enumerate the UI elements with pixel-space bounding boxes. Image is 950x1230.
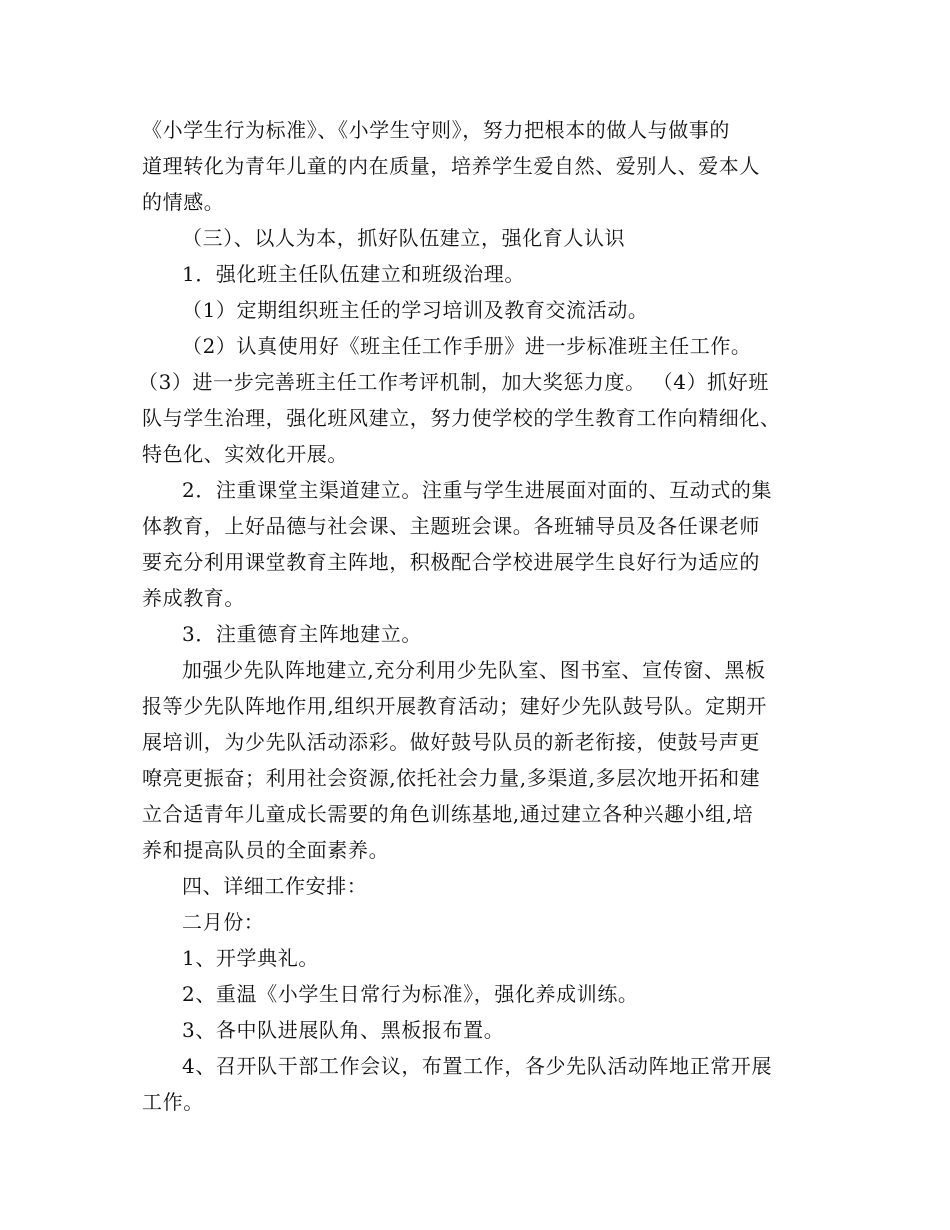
text-line: 的情感。 (142, 190, 225, 214)
list-item: 3、各中队进展队角、黑板报布置。 (182, 1018, 505, 1042)
section-heading: （三）、以人为本，抓好队伍建立，强化育人认识 (182, 226, 626, 250)
text-line: 特色化、实效化开展。 (142, 442, 348, 466)
text-line: 道理转化为青年儿童的内在质量，培养学生爱自然、爱别人、爱本人 (142, 154, 760, 178)
text-line: 1．强化班主任队伍建立和班级治理。 (182, 262, 525, 286)
section-heading: 四、详细工作安排： (182, 874, 368, 898)
text-line: （1）定期组织班主任的学习培训及教育交流活动。 (182, 298, 649, 322)
list-item: 1、开学典礼。 (182, 946, 319, 970)
text-line: 队与学生治理，强化班风建立，努力使学校的学生教育工作向精细化、 (142, 406, 781, 430)
text-line: 二月份： (182, 910, 265, 934)
list-item: 4、召开队干部工作会议，布置工作，各少先队活动阵地正常开展 (182, 1054, 773, 1078)
list-item: 2、重温《小学生日常行为标准》，强化养成训练。 (182, 982, 639, 1006)
text-line: 养成教育。 (142, 586, 245, 610)
text-line: 立合适青年儿童成长需要的角色训练基地,通过建立各种兴趣小组,培 (142, 802, 754, 826)
text-line: 体教育，上好品德与社会课、主题班会课。各班辅导员及各任课老师 (142, 514, 760, 538)
text-line: 嘹亮更振奋；利用社会资源,依托社会力量,多渠道,多层次地开拓和建 (142, 766, 761, 790)
text-line: 要充分利用课堂教育主阵地，积极配合学校进展学生良好行为适应的 (142, 550, 760, 574)
text-line: （3）进一步完善班主任工作考评机制，加大奖惩力度。 （4）抓好班 (138, 370, 770, 394)
text-line: 展培训，为少先队活动添彩。做好鼓号队员的新老衔接，使鼓号声更 (142, 730, 760, 754)
text-line: 养和提高队员的全面素养。 (142, 838, 390, 862)
text-line: 加强少先队阵地建立,充分利用少先队室、图书室、宣传窗、黑板 (182, 658, 766, 682)
text-line: 2．注重课堂主渠道建立。注重与学生进展面对面的、互动式的集 (182, 478, 773, 502)
text-line: 工作。 (142, 1090, 204, 1114)
text-line: 报等少先队阵地作用,组织开展教育活动；建好少先队鼓号队。定期开 (142, 694, 767, 718)
text-line: （2）认真使用好《班主任工作手册》进一步标准班主任工作。 (182, 334, 752, 358)
text-line: 《小学生行为标准》、《小学生守则》，努力把根本的做人与做事的 (142, 118, 730, 142)
text-line: 3．注重德育主阵地建立。 (182, 622, 422, 646)
